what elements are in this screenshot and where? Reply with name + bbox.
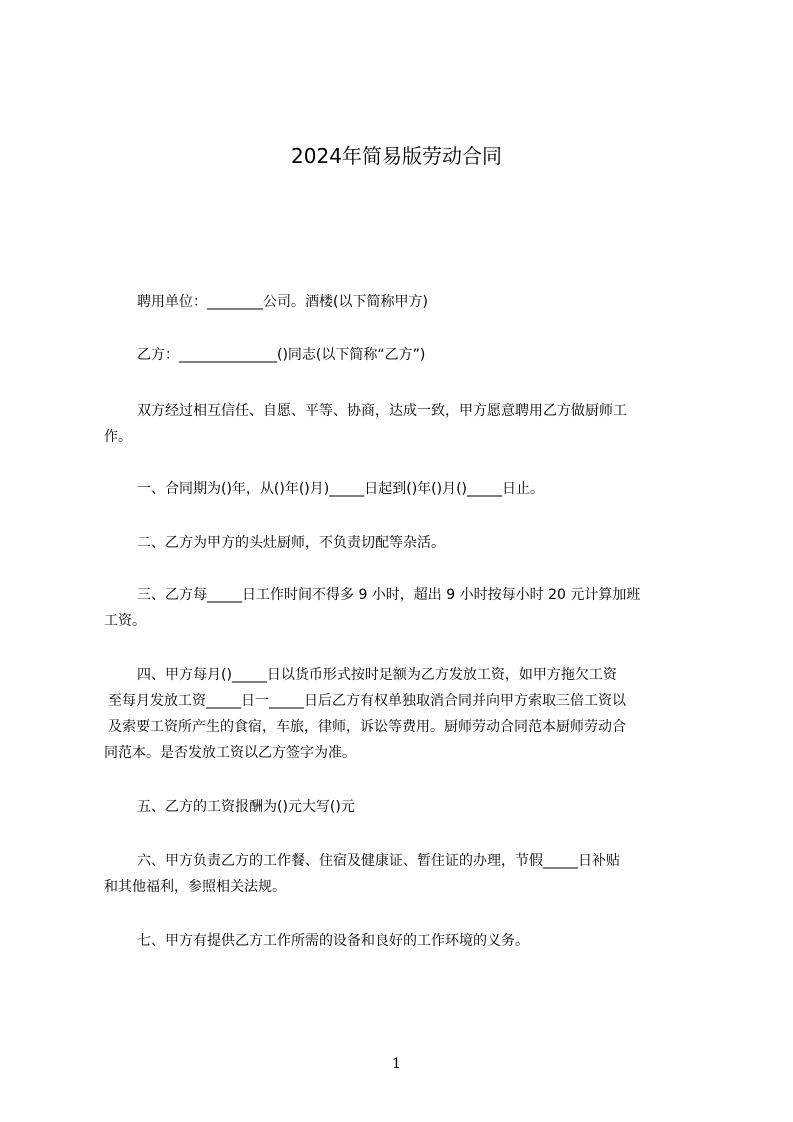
clause-1: [104, 476, 700, 502]
clause-6: [104, 848, 700, 900]
page-number: 1: [392, 1056, 401, 1072]
clause-1-text: 一、合同期为()年，从()年()月)_____日起到()年()月()_____日止。: [137, 481, 545, 497]
clause-3-line-2: 工资。: [104, 613, 146, 629]
clause-4-line-3: 及索要工资所产生的食宿，车旅，律师，诉讼等费用。厨师劳动合同范本厨师劳动合: [108, 719, 626, 735]
clause-4-line-4: 同范本。是否发放工资以乙方签字为准。: [104, 745, 356, 761]
clause-7: [104, 928, 700, 954]
document-title: 2024年简易版劳动合同: [291, 144, 502, 168]
clause-4-line-2: 至每月发放工资_____日一_____日后乙方有权单独取消合同并向甲方索取三倍工资以: [108, 693, 626, 709]
clause-5: [104, 794, 700, 820]
clause-7-text: 七、甲方有提供乙方工作所需的设备和良好的工作环境的义务。: [137, 933, 529, 949]
employer-line: [104, 289, 700, 315]
clause-2-text: 二、乙方为甲方的头灶厨师，不负责切配等杂活。: [137, 535, 445, 551]
clause-6-line-1: 六、甲方负责乙方的工作餐、住宿及健康证、暂住证的办理，节假_____日补贴: [137, 853, 620, 869]
clause-5-text: 五、乙方的工资报酬为()元大写()元: [137, 799, 355, 815]
party-b-text: 乙方：______________()同志(以下简称“乙方”): [137, 347, 426, 363]
clause-2: [104, 530, 700, 556]
intro-line-1: 双方经过相互信任、自愿、平等、协商，达成一致，甲方愿意聘用乙方做厨师工: [137, 403, 627, 419]
clause-3: [104, 582, 700, 634]
clause-6-line-2: 和其他福利，参照相关法规。: [104, 879, 286, 895]
party-b-line: [104, 342, 700, 368]
intro-paragraph: [104, 398, 700, 450]
clause-4: [104, 662, 700, 766]
employer-text: 聘用单位：________公司。酒楼(以下简称甲方): [137, 294, 428, 310]
clause-4-line-1: 四、甲方每月()_____日以货币形式按时足额为乙方发放工资，如甲方拖欠工资: [137, 667, 617, 683]
intro-line-2: 作。: [104, 429, 132, 445]
clause-3-line-1: 三、乙方每_____日工作时间不得多 9 小时，超出 9 小时按每小时 20 元计算加班: [137, 587, 641, 603]
